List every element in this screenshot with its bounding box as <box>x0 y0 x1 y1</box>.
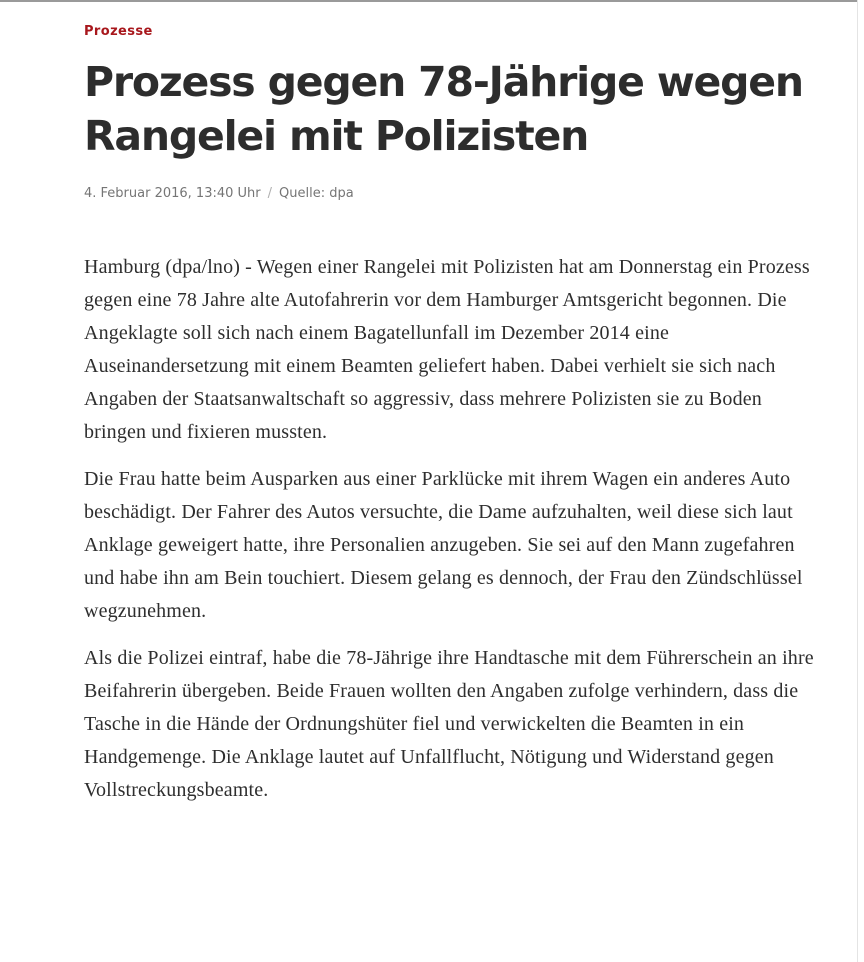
source-label: Quelle: dpa <box>279 186 354 201</box>
article-body <box>84 251 824 807</box>
body-paragraph-2: Die Frau hatte beim Ausparken aus einer Parklücke mit ihrem Wagen ein anderes Auto beschädigt. Der Fahrer des Autos versuchte, die Dame aufzuhalten, weil diese sich laut Anklage geweigert hatte, ihre Personalien anzugeben. Sie sei auf den Mann zugefahren und habe ihn am Bein touchiert. Diesem gelang es dennoch, der Frau den Zündschlüssel wegzunehmen. <box>84 468 803 622</box>
article <box>84 22 824 821</box>
right-divider <box>857 0 858 962</box>
top-divider <box>0 0 858 2</box>
body-paragraph-3: Als die Polizei eintraf, habe die 78-Jährige ihre Handtasche mit dem Führerschein an ihre Beifahrerin übergeben. Beide Frauen wollten den Angaben zufolge verhindern, dass die Tasche in die Hände der Ordnungshüter fiel und verwickelten die Beamten in ein Handgemenge. Die Anklage lautet auf Unfallflucht, Nötigung und Widerstand gegen Vollstreckungsbeamte. <box>84 647 814 801</box>
meta-separator: / <box>267 186 273 201</box>
category-kicker-link[interactable]: Prozesse <box>84 24 153 39</box>
body-paragraph-1: Hamburg (dpa/lno) - Wegen einer Rangelei mit Polizisten hat am Donnerstag ein Prozess gegen eine 78 Jahre alte Autofahrerin vor dem Hamburger Amtsgericht begonnen. Die Angeklagte soll sich nach einem Bagatellunfall im Dezember 2014 eine Auseinandersetzung mit einem Beamten geliefert haben. Dabei verhielt sie sich nach Angaben der Staatsanwaltschaft so aggressiv, dass mehrere Polizisten sie zu Boden bringen und fixieren mussten. <box>84 256 810 443</box>
article-headline: Prozess gegen 78-Jährige wegen Rangelei mit Polizisten <box>84 58 803 160</box>
publish-date: 4. Februar 2016, 13:40 Uhr <box>84 186 261 201</box>
article-meta <box>84 185 824 203</box>
